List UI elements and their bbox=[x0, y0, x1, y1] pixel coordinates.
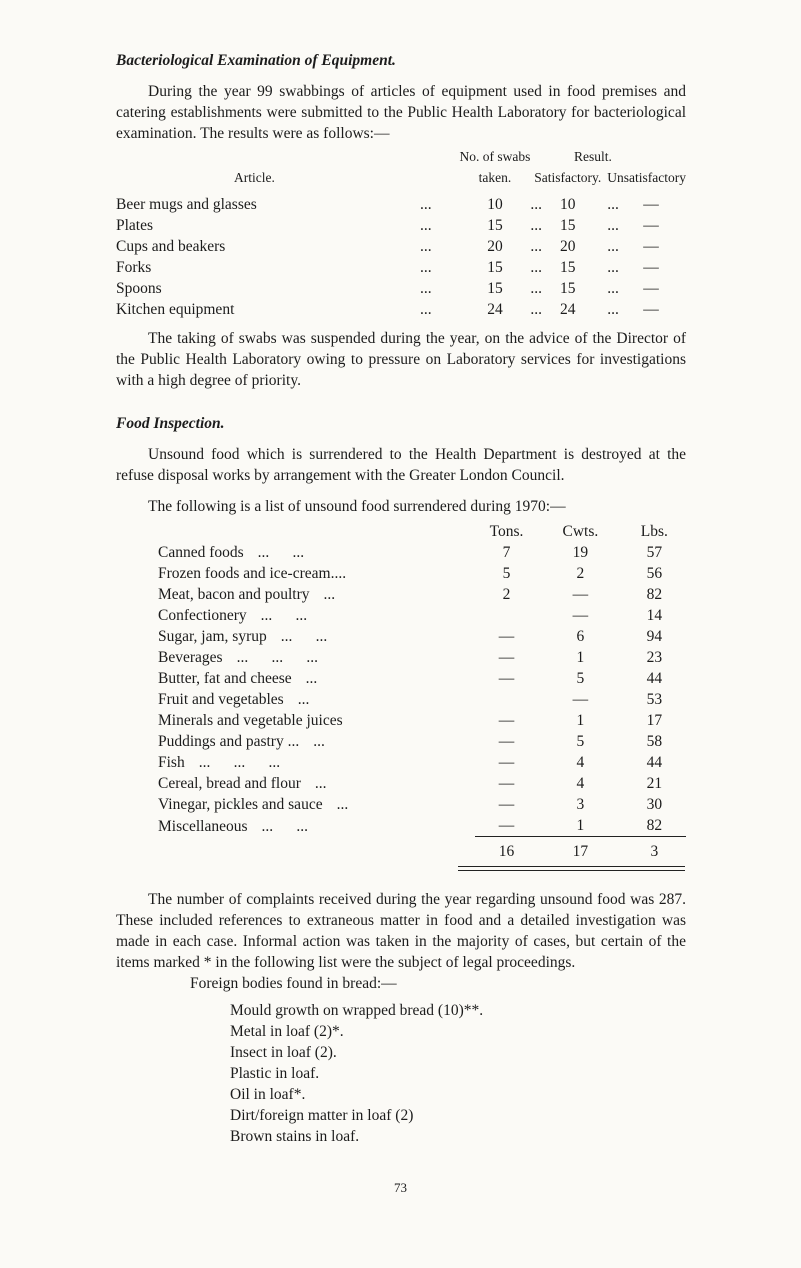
leader-dots: ... ... ... bbox=[198, 754, 281, 771]
food-category bbox=[158, 542, 475, 563]
food-tons: — bbox=[498, 775, 515, 792]
food-tons: — bbox=[498, 649, 515, 666]
document-page bbox=[116, 50, 686, 1147]
food-cwts: 4 bbox=[576, 775, 585, 792]
swab-header-unsatisfactory: Unsatisfactory bbox=[607, 170, 686, 185]
leader-dots: ... bbox=[530, 301, 543, 318]
leader-dots: ... ... bbox=[280, 628, 328, 645]
food-rows bbox=[158, 542, 686, 837]
food-category-name: Meat, bacon and poultry bbox=[158, 586, 310, 603]
swab-article: Cups and beakers bbox=[116, 238, 226, 255]
food-category-name: Minerals and vegetable juices bbox=[158, 712, 343, 729]
food-tons bbox=[475, 689, 538, 710]
swab-table-header-2 bbox=[116, 167, 686, 188]
swab-taken: 15 bbox=[487, 259, 503, 276]
swab-suspension-note: The taking of swabs was suspended during the year, on the advice of the Director of the Public Health Laboratory owing to pressure on Laboratory services for investigations with a high degree of priority. bbox=[116, 330, 686, 389]
swab-satisfactory: 15 bbox=[560, 217, 576, 234]
food-category bbox=[158, 563, 475, 584]
food-lbs: 14 bbox=[646, 607, 663, 624]
food-header-lbs: Lbs. bbox=[640, 523, 668, 540]
food-category bbox=[158, 794, 475, 815]
swab-unsatisfactory: — bbox=[643, 196, 659, 213]
food-row bbox=[158, 584, 686, 605]
swab-taken: 20 bbox=[487, 238, 503, 255]
food-table-header bbox=[158, 521, 686, 542]
leader-dots: ... bbox=[420, 238, 432, 255]
food-row bbox=[158, 626, 686, 647]
food-cwts: — bbox=[572, 586, 589, 603]
food-row bbox=[158, 563, 686, 584]
leader-dots: ... ... bbox=[261, 817, 309, 835]
swab-article: Plates bbox=[116, 217, 154, 234]
food-lbs: 94 bbox=[646, 628, 663, 645]
food-tons: — bbox=[498, 754, 515, 771]
food-category-name: Canned foods bbox=[158, 544, 244, 561]
food-cwts: 19 bbox=[572, 544, 589, 561]
leader-dots: ... bbox=[607, 196, 619, 213]
food-cwts: 1 bbox=[576, 817, 585, 834]
food-category-name: Sugar, jam, syrup bbox=[158, 628, 267, 645]
swab-row bbox=[116, 215, 686, 236]
list-item: Plastic in loaf. bbox=[230, 1065, 320, 1082]
page-number: 73 bbox=[394, 1180, 407, 1195]
food-category bbox=[158, 584, 475, 605]
food-lbs: 82 bbox=[646, 817, 663, 834]
leader-dots: ... bbox=[530, 217, 543, 234]
swab-header-count: No. of swabs bbox=[459, 149, 531, 164]
food-para-1: Unsound food which is surrendered to the Health Department is destroyed at the refuse disposal works by arrangement with the Greater London Council. bbox=[116, 446, 686, 484]
list-item: Mould growth on wrapped bread (10)**. bbox=[230, 1002, 484, 1019]
leader-dots: ... bbox=[530, 238, 543, 255]
list-item: Metal in loaf (2)*. bbox=[230, 1023, 344, 1040]
swab-taken: 10 bbox=[487, 196, 503, 213]
swab-unsatisfactory: — bbox=[643, 238, 659, 255]
swab-header-taken: taken. bbox=[478, 170, 512, 185]
food-category bbox=[158, 605, 475, 626]
leader-dots: ... ... bbox=[257, 544, 305, 561]
food-tons: — bbox=[498, 670, 515, 687]
food-cwts: 5 bbox=[576, 670, 585, 687]
food-category-name: Puddings and pastry ... bbox=[158, 733, 300, 750]
food-total-cwts: 17 bbox=[538, 837, 622, 863]
food-cwts: 3 bbox=[576, 796, 585, 813]
food-lbs: 23 bbox=[646, 649, 663, 666]
leader-dots: ... bbox=[420, 280, 432, 297]
food-cwts: 1 bbox=[576, 712, 585, 729]
swab-rows bbox=[116, 194, 686, 320]
foreign-bodies-title: Foreign bodies found in bread:— bbox=[190, 975, 397, 992]
leader-dots: ... bbox=[607, 259, 619, 276]
swab-satisfactory: 15 bbox=[560, 280, 576, 297]
swab-satisfactory: 15 bbox=[560, 259, 576, 276]
food-lbs: 82 bbox=[646, 586, 663, 603]
leader-dots: ... bbox=[297, 691, 310, 708]
food-category bbox=[158, 731, 475, 752]
food-tons bbox=[475, 605, 538, 626]
food-category-name: Frozen foods and ice-cream.... bbox=[158, 565, 347, 582]
swab-unsatisfactory: — bbox=[643, 259, 659, 276]
food-cwts: — bbox=[572, 607, 589, 624]
swab-intro: During the year 99 swabbings of articles of equipment used in food premises and catering establishments were submitted to the Public Health Laboratory for bacteriological examination. The results were as follows:— bbox=[116, 83, 686, 142]
food-tons: — bbox=[498, 796, 515, 813]
food-tons: 5 bbox=[502, 565, 511, 582]
leader-dots: ... bbox=[420, 196, 432, 213]
swab-row bbox=[116, 236, 686, 257]
unsound-food-table bbox=[158, 521, 686, 862]
leader-dots: ... ... bbox=[260, 607, 308, 624]
leader-dots: ... bbox=[607, 301, 619, 318]
food-row bbox=[158, 710, 686, 731]
swab-unsatisfactory: — bbox=[643, 280, 659, 297]
food-cwts: 4 bbox=[576, 754, 585, 771]
leader-dots: ... bbox=[420, 217, 432, 234]
food-category-name: Beverages bbox=[158, 649, 223, 666]
swab-results-table bbox=[116, 146, 686, 320]
swab-taken: 15 bbox=[487, 217, 503, 234]
food-row bbox=[158, 794, 686, 815]
food-tons: — bbox=[498, 712, 515, 729]
swab-article: Forks bbox=[116, 259, 152, 276]
leader-dots: ... bbox=[530, 196, 543, 213]
list-item: Dirt/foreign matter in loaf (2) bbox=[230, 1107, 414, 1124]
food-header-tons: Tons. bbox=[489, 523, 524, 540]
swab-unsatisfactory: — bbox=[643, 301, 659, 318]
section-heading-bacteriological: Bacteriological Examination of Equipment. bbox=[116, 52, 396, 69]
food-lbs: 53 bbox=[646, 691, 663, 708]
leader-dots: ... bbox=[313, 733, 325, 750]
leader-dots: ... bbox=[336, 796, 349, 813]
food-tons: — bbox=[498, 817, 515, 834]
food-total-lbs: 3 bbox=[623, 837, 686, 863]
swab-taken: 24 bbox=[487, 301, 503, 318]
food-category-name: Vinegar, pickles and sauce bbox=[158, 796, 323, 813]
food-row bbox=[158, 689, 686, 710]
food-category bbox=[158, 752, 475, 773]
swab-taken: 15 bbox=[487, 280, 503, 297]
section-heading-food-inspection: Food Inspection. bbox=[116, 415, 225, 432]
food-category bbox=[158, 815, 475, 837]
food-category bbox=[158, 668, 475, 689]
food-cwts: 6 bbox=[576, 628, 585, 645]
food-lbs: 44 bbox=[646, 670, 663, 687]
food-category bbox=[158, 626, 475, 647]
leader-dots: ... bbox=[607, 280, 619, 297]
food-row bbox=[158, 647, 686, 668]
list-item: Brown stains in loaf. bbox=[230, 1128, 360, 1145]
swab-article: Beer mugs and glasses bbox=[116, 196, 257, 213]
swab-row bbox=[116, 278, 686, 299]
food-lbs: 56 bbox=[646, 565, 663, 582]
foreign-bodies-list bbox=[230, 1000, 686, 1147]
food-cwts: 5 bbox=[576, 733, 585, 750]
swab-row bbox=[116, 194, 686, 215]
swab-satisfactory: 24 bbox=[560, 301, 576, 318]
swab-article: Spoons bbox=[116, 280, 162, 297]
swab-unsatisfactory: — bbox=[643, 217, 659, 234]
leader-dots: ... bbox=[530, 280, 543, 297]
food-lbs: 30 bbox=[646, 796, 663, 813]
food-lbs: 44 bbox=[646, 754, 663, 771]
food-row bbox=[158, 668, 686, 689]
food-lbs: 57 bbox=[646, 544, 663, 561]
leader-dots: ... bbox=[607, 217, 619, 234]
swab-article: Kitchen equipment bbox=[116, 301, 235, 318]
food-category-name: Cereal, bread and flour bbox=[158, 775, 301, 792]
leader-dots: ... bbox=[420, 259, 432, 276]
food-tons: — bbox=[498, 733, 515, 750]
food-cwts: 2 bbox=[576, 565, 585, 582]
leader-dots: ... bbox=[530, 259, 543, 276]
food-lbs: 21 bbox=[646, 775, 663, 792]
food-category-name: Confectionery bbox=[158, 607, 247, 624]
food-tons: 7 bbox=[502, 544, 511, 561]
swab-header-satisfactory: Satisfactory. bbox=[534, 170, 602, 185]
swab-table-header-1 bbox=[116, 146, 686, 167]
food-category-name: Fruit and vegetables bbox=[158, 691, 284, 708]
food-row bbox=[158, 605, 686, 626]
food-lbs: 58 bbox=[646, 733, 663, 750]
food-tons: — bbox=[498, 628, 515, 645]
food-category-name: Miscellaneous bbox=[158, 817, 248, 835]
food-row bbox=[158, 542, 686, 563]
food-tons: 2 bbox=[502, 586, 511, 603]
leader-dots: ... ... ... bbox=[236, 649, 318, 666]
food-cwts: — bbox=[572, 691, 589, 708]
food-lbs: 17 bbox=[646, 712, 663, 729]
food-category-name: Fish bbox=[158, 754, 185, 771]
swab-satisfactory: 20 bbox=[560, 238, 576, 255]
complaints-para: The number of complaints received during the year regarding unsound food was 287. These included references to extraneous matter in food and a detailed investigation was made in each case. Informal action was taken in the majority of cases, but certain of the items marked * in the following list were the subject of legal proceedings. bbox=[116, 891, 686, 971]
list-item: Oil in loaf*. bbox=[230, 1086, 306, 1103]
food-row bbox=[158, 773, 686, 794]
leader-dots: ... bbox=[420, 301, 432, 318]
food-category bbox=[158, 647, 475, 668]
swab-header-article: Article. bbox=[234, 170, 275, 185]
list-item: Insect in loaf (2). bbox=[230, 1044, 337, 1061]
food-cwts: 1 bbox=[576, 649, 585, 666]
swab-header-result: Result. bbox=[574, 149, 612, 164]
leader-dots: ... bbox=[323, 586, 336, 603]
food-category bbox=[158, 710, 475, 731]
food-total-tons: 16 bbox=[475, 837, 538, 863]
food-category-name: Butter, fat and cheese bbox=[158, 670, 292, 687]
swab-row bbox=[116, 257, 686, 278]
food-total-row bbox=[158, 837, 686, 863]
food-row bbox=[158, 752, 686, 773]
food-para-2: The following is a list of unsound food surrendered during 1970:— bbox=[148, 498, 566, 515]
swab-satisfactory: 10 bbox=[560, 196, 576, 213]
food-category bbox=[158, 773, 475, 794]
leader-dots: ... bbox=[607, 238, 619, 255]
food-row bbox=[158, 815, 686, 837]
leader-dots: ... bbox=[314, 775, 327, 792]
swab-row bbox=[116, 299, 686, 320]
leader-dots: ... bbox=[305, 670, 318, 687]
food-row bbox=[158, 731, 686, 752]
food-category bbox=[158, 689, 475, 710]
food-header-cwts: Cwts. bbox=[562, 523, 599, 540]
